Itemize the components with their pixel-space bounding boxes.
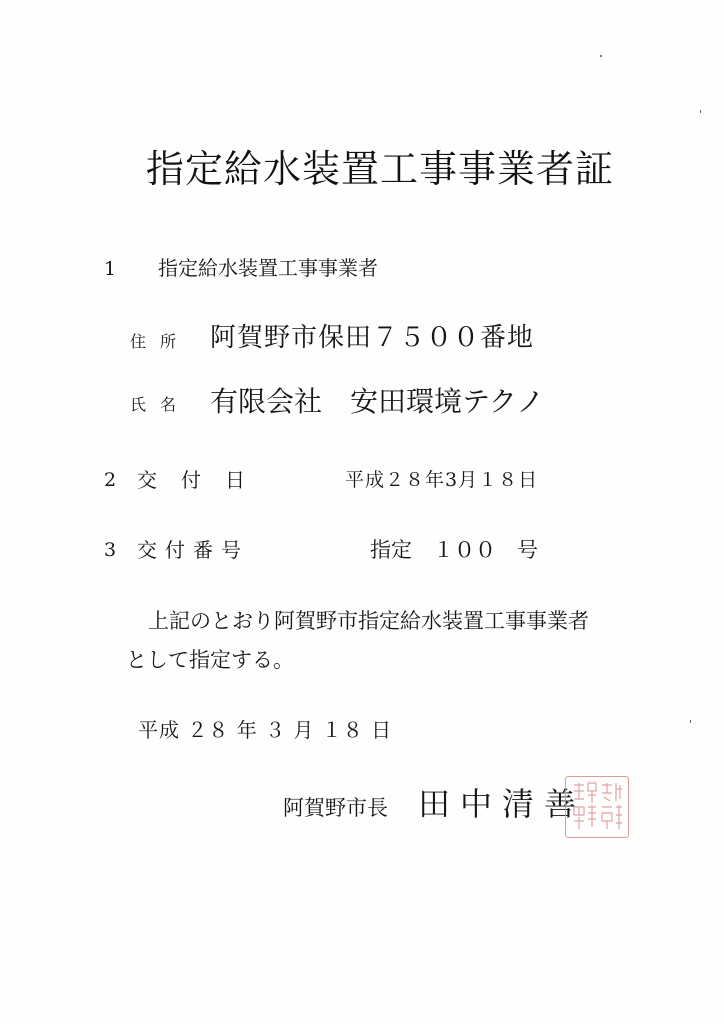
section-3-number: 3	[104, 539, 117, 561]
seal-graphic	[566, 777, 628, 837]
statement-line-2: として指定する。	[126, 648, 294, 672]
address-value: 阿賀野市保田７５００番地	[210, 323, 535, 353]
company-name: 有限会社 安田環境テクノ	[210, 385, 545, 418]
certificate-date: 平成 ２８ 年 ３ 月 １８ 日	[138, 718, 393, 742]
issue-number-label: 交付番号	[137, 538, 249, 562]
issue-number-value: 指定 １００ 号	[370, 538, 538, 562]
issue-date-value: 平成２８年3月１８日	[345, 469, 539, 491]
name-label: 氏名	[130, 395, 191, 414]
section-1-heading: 指定給水装置工事事業者	[158, 256, 378, 280]
address-label: 住所	[130, 332, 191, 351]
section-1-number: 1	[104, 258, 117, 280]
issuer-name: 田中清善	[418, 785, 587, 823]
certificate-title: 指定給水装置工事事業者証	[146, 147, 615, 191]
scan-speck	[690, 720, 691, 723]
statement-line-1: 上記のとおり阿賀野市指定給水装置工事事業者	[148, 609, 589, 633]
scan-speck	[600, 55, 602, 57]
section-2-number: 2	[104, 469, 117, 491]
issue-date-label: 交付日	[137, 468, 269, 492]
issuer-title: 阿賀野市長	[283, 796, 388, 820]
scan-speck	[700, 110, 701, 113]
official-seal-stamp	[565, 776, 629, 838]
